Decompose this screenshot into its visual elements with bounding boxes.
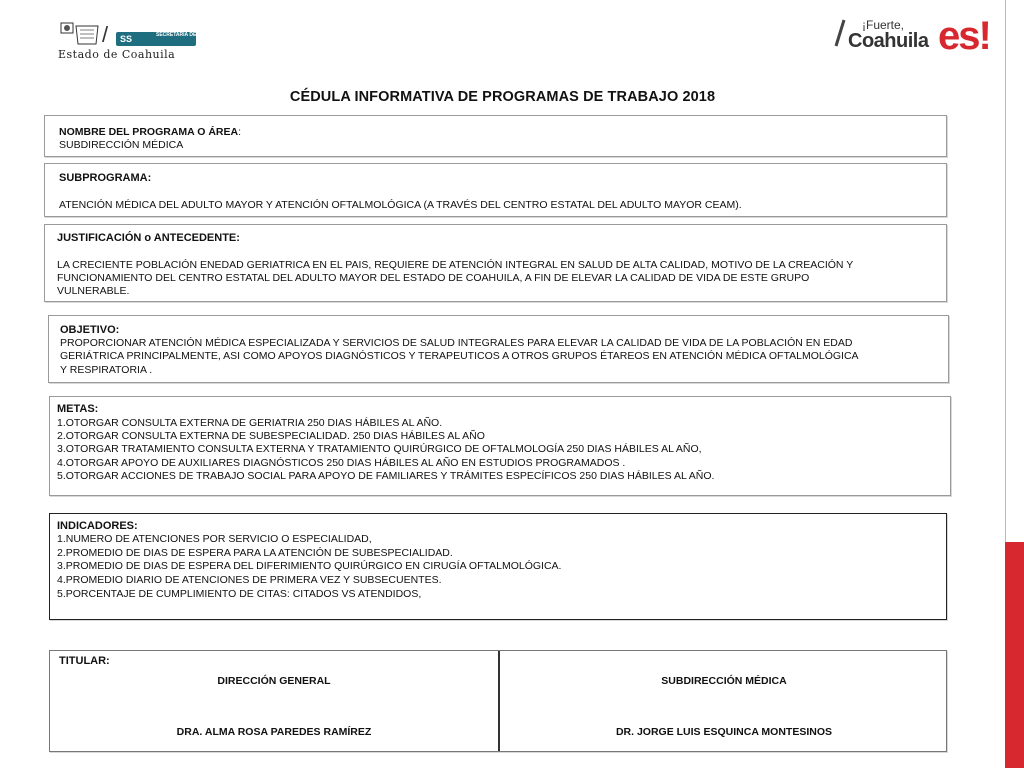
metas-item: 4.OTORGAR APOYO DE AUXILIARES DIAGNÓSTICOS 250 DIAS HÁBILES AL AÑO EN ESTUDIOS PROGRAMADOS . xyxy=(57,457,626,469)
justificacion-label: JUSTIFICACIÓN o ANTECEDENTE: xyxy=(57,232,240,244)
justificacion-line: VULNERABLE. xyxy=(57,285,130,297)
fuerte-coahuila-slash-icon xyxy=(832,18,848,48)
ss-badge: SS xyxy=(116,32,196,46)
titular-left-name: DRA. ALMA ROSA PAREDES RAMÍREZ xyxy=(176,726,372,738)
indicadores-item: 2.PROMEDIO DE DIAS DE ESPERA PARA LA ATENCIÓN DE SUBESPECIALIDAD. xyxy=(57,547,453,559)
programa-label-colon: : xyxy=(238,126,242,138)
ss-subtitle: SECRETARÍA DE SALUD xyxy=(156,32,215,38)
metas-label: METAS: xyxy=(57,403,99,415)
titular-right-name: DR. JORGE LUIS ESQUINCA MONTESINOS xyxy=(615,726,833,738)
justificacion-line: LA CRECIENTE POBLACIÓN ENEDAD GERIATRICA EN EL PAIS, REQUIERE DE ATENCIÓN INTEGRAL EN SALUD DE ALTA CALIDAD, MOTIVO DE LA CREACIÓN Y xyxy=(57,259,854,271)
programa-value: SUBDIRECCIÓN MÉDICA xyxy=(59,139,184,151)
page-title: CÉDULA INFORMATIVA DE PROGRAMAS DE TRABAJO 2018 xyxy=(289,89,716,105)
subprograma-label: SUBPROGRAMA: xyxy=(59,172,152,184)
objetivo-line: PROPORCIONAR ATENCIÓN MÉDICA ESPECIALIZADA Y SERVICIOS DE SALUD INTEGRALES PARA ELEVAR LA CALIDAD DE VIDA DE LA POBLACIÓN EN EDAD xyxy=(60,337,853,349)
metas-item: 2.OTORGAR CONSULTA EXTERNA DE SUBESPECIALIDAD. 250 DIAS HÁBILES AL AÑO xyxy=(57,430,485,442)
objetivo-line: GERIÁTRICA PRINCIPALMENTE, ASI COMO APOYOS DIAGNÓSTICOS Y TERAPEUTICOS A OTROS GRUPOS ÉTAREOS EN ATENCIÓN MÉDICA OFTALMOLÓGICA xyxy=(60,350,859,362)
titular-left-area: DIRECCIÓN GENERAL xyxy=(217,675,331,687)
indicadores-item: 3.PROMEDIO DE DIAS DE ESPERA DEL DIFERIMIENTO QUIRÚRGICO EN CIRUGÍA OFTALMOLÓGICA. xyxy=(57,560,562,572)
objetivo-line: Y RESPIRATORIA . xyxy=(60,364,153,376)
logo-divider-slash: / xyxy=(102,22,109,47)
programa-label: NOMBRE DEL PROGRAMA O ÁREA xyxy=(59,126,239,138)
justificacion-line: FUNCIONAMIENTO DEL CENTRO ESTATAL DEL ADULTO MAYOR DEL ESTADO DE COAHUILA, A FIN DE ELEVAR LA CALIDAD DE VIDA DE ESTE GRUPO xyxy=(57,272,810,284)
metas-box xyxy=(49,396,951,496)
right-edge-bar-light xyxy=(1005,0,1024,542)
fuerte-text: ¡Fuerte, xyxy=(862,18,905,32)
indicadores-box xyxy=(49,513,947,620)
metas-item: 1.OTORGAR CONSULTA EXTERNA DE GERIATRIA 250 DIAS HÁBILES AL AÑO. xyxy=(57,417,443,429)
coahuila-logo-text: Coahuila xyxy=(848,30,929,52)
titular-right-area: SUBDIRECCIÓN MÉDICA xyxy=(661,675,787,687)
state-crest-icon xyxy=(60,22,100,48)
right-edge-bar-red xyxy=(1005,542,1024,768)
subprograma-box xyxy=(44,163,947,217)
metas-item: 5.OTORGAR ACCIONES DE TRABAJO SOCIAL PARA APOYO DE FAMILIARES Y TRÁMITES ESPECÍFICOS 250 DIAS HÁBILES AL AÑO. xyxy=(57,470,715,482)
right-edge-bar xyxy=(1005,0,1024,768)
objetivo-box xyxy=(48,315,949,383)
indicadores-item: 4.PROMEDIO DIARIO DE ATENCIONES DE PRIMERA VEZ Y SUBSECUENTES. xyxy=(57,574,442,586)
subprograma-value: ATENCIÓN MÉDICA DEL ADULTO MAYOR Y ATENCIÓN OFTALMOLÓGICA (A TRAVÉS DEL CENTRO ESTATAL DEL ADULTO MAYOR CEAM). xyxy=(59,199,742,211)
metas-item: 3.OTORGAR TRATAMIENTO CONSULTA EXTERNA Y TRATAMIENTO QUIRÚRGICO DE OFTALMOLOGÍA 250 DIAS HÁBILES AL AÑO, xyxy=(57,443,702,455)
es-logo-text: es! xyxy=(938,14,990,58)
estado-de-coahuila-logo-text: Estado de Coahuila xyxy=(58,48,176,61)
objetivo-label: OBJETIVO: xyxy=(60,324,120,336)
indicadores-label: INDICADORES: xyxy=(57,520,138,532)
justificacion-box xyxy=(44,224,947,302)
programa-box xyxy=(44,115,947,157)
indicadores-item: 1.NUMERO DE ATENCIONES POR SERVICIO O ESPECIALIDAD, xyxy=(57,533,372,545)
indicadores-item: 5.PORCENTAJE DE CUMPLIMIENTO DE CITAS: CITADOS VS ATENDIDOS, xyxy=(57,588,422,600)
titular-box xyxy=(49,650,947,752)
titular-label: TITULAR: xyxy=(59,655,110,667)
